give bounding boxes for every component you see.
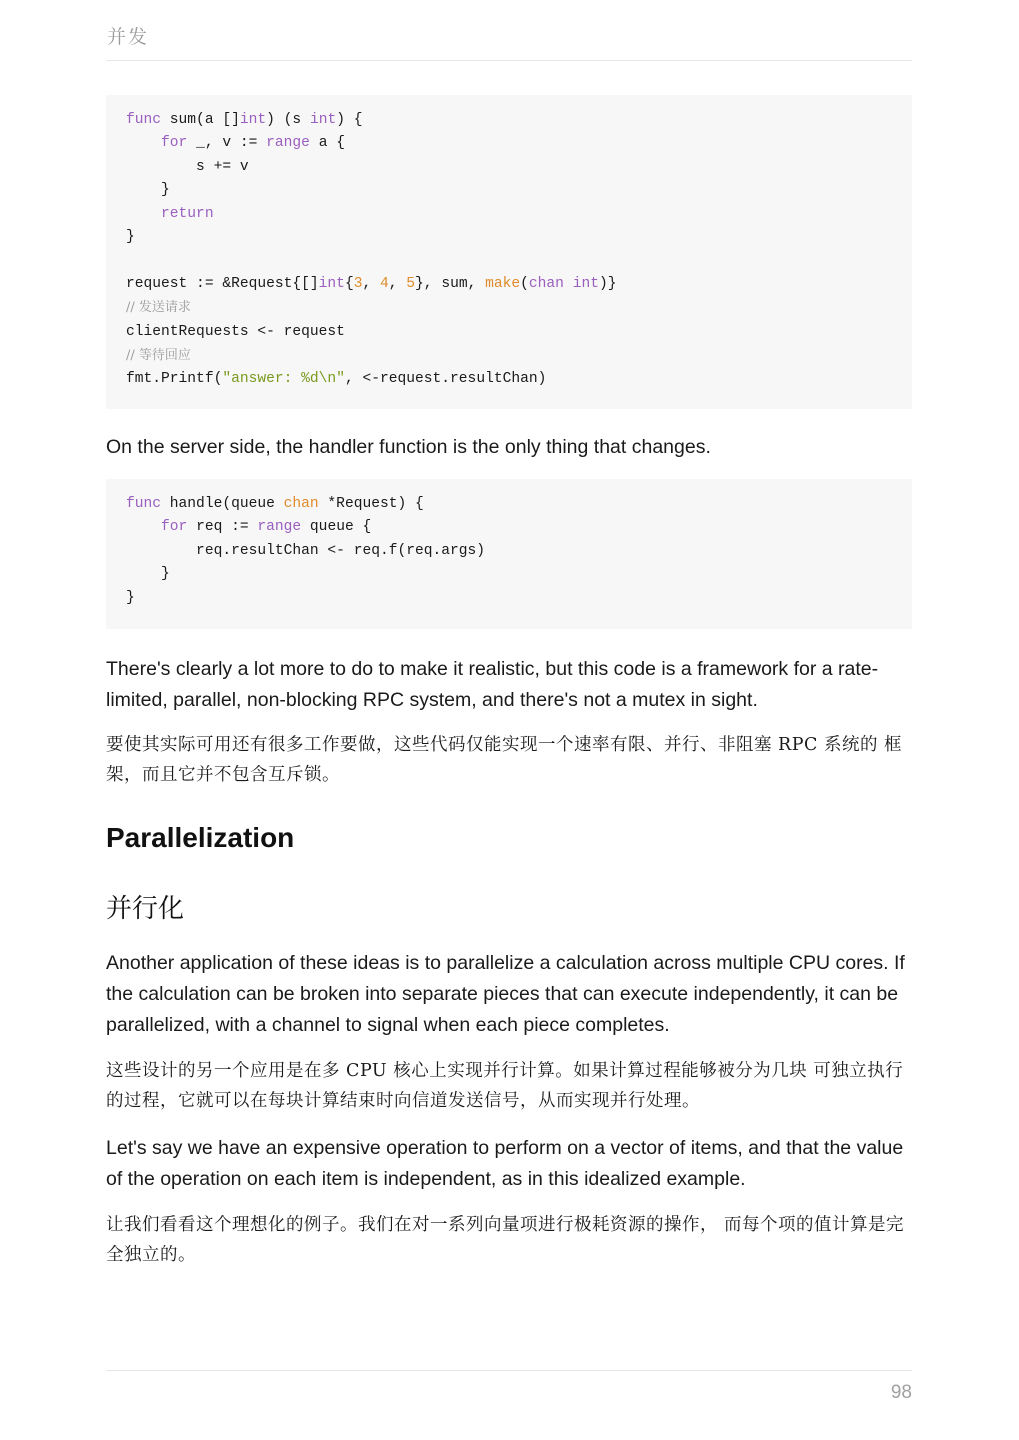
code-line: } (126, 182, 170, 199)
code-block-sum (106, 95, 912, 409)
code-line: for _, v := range a { (161, 135, 345, 152)
code-line: func handle(queue chan *Request) { (126, 496, 424, 512)
paragraph-parallelize-zh: 这些设计的另一个应用是在多 CPU 核心上实现并行计算。如果计算过程能够被分为几块 可独立执行的过程，它就可以在每块计算结束时向信道发送信号，从而实现并行处理。 (106, 1061, 904, 1111)
code-line: for req := range queue { (161, 519, 372, 536)
paragraph-parallelize: Another application of these ideas is to parallelize a calculation across multiple CPU cores. If the calculation can be broken into separate pieces that can execute independently, it can be parallelized, with a channel to signal when each piece completes. (106, 952, 905, 1036)
code-line: } (126, 566, 170, 583)
page-number: 98 (890, 1382, 912, 1403)
code-line: s += v (126, 158, 249, 175)
paragraph-framework-zh: 要使其实际可用还有很多工作要做，这些代码仅能实现一个速率有限、并行、非阻塞 RPC 系统的 框架，而且它并不包含互斥锁。 (106, 735, 903, 785)
code-line: } (126, 589, 135, 606)
section-heading: Parallelization (106, 822, 295, 853)
section-heading-zh: 并行化 (106, 894, 185, 924)
header-divider (106, 60, 912, 61)
paragraph-example-zh: 让我们看看这个理想化的例子。我们在对一系列向量项进行极耗资源的操作， 而每个项的值计算是完全独立的。 (106, 1215, 905, 1265)
code-line: req.resultChan <- req.f(req.args) (126, 542, 486, 559)
footer-divider (106, 1370, 912, 1371)
code-line: request := &Request{[]int{3, 4, 5}, sum, make(chan int)} (126, 275, 617, 292)
running-header: 并发 (107, 26, 150, 48)
paragraph-example: Let's say we have an expensive operation to perform on a vector of items, and that the value of the operation on each item is independent, as in this idealized example. (106, 1137, 904, 1190)
code-block-handle (106, 479, 912, 629)
code-line: } (126, 229, 135, 246)
code-line: func sum(a []int) (s int) { (126, 112, 363, 128)
paragraph-framework: There's clearly a lot more to do to make it realistic, but this code is a framework for a rate-limited, parallel, non-blocking RPC system, and there's not a mutex in sight. (106, 658, 879, 711)
code-line: clientRequests <- request (126, 323, 345, 340)
paragraph-server-side: On the server side, the handler function is the only thing that changes. (106, 436, 711, 458)
code-comment: // 等待回应 (126, 348, 191, 364)
code-comment: // 发送请求 (126, 300, 191, 316)
code-line: fmt.Printf("answer: %d\n", <-request.resultChan) (126, 371, 547, 388)
code-line: return (161, 205, 214, 222)
